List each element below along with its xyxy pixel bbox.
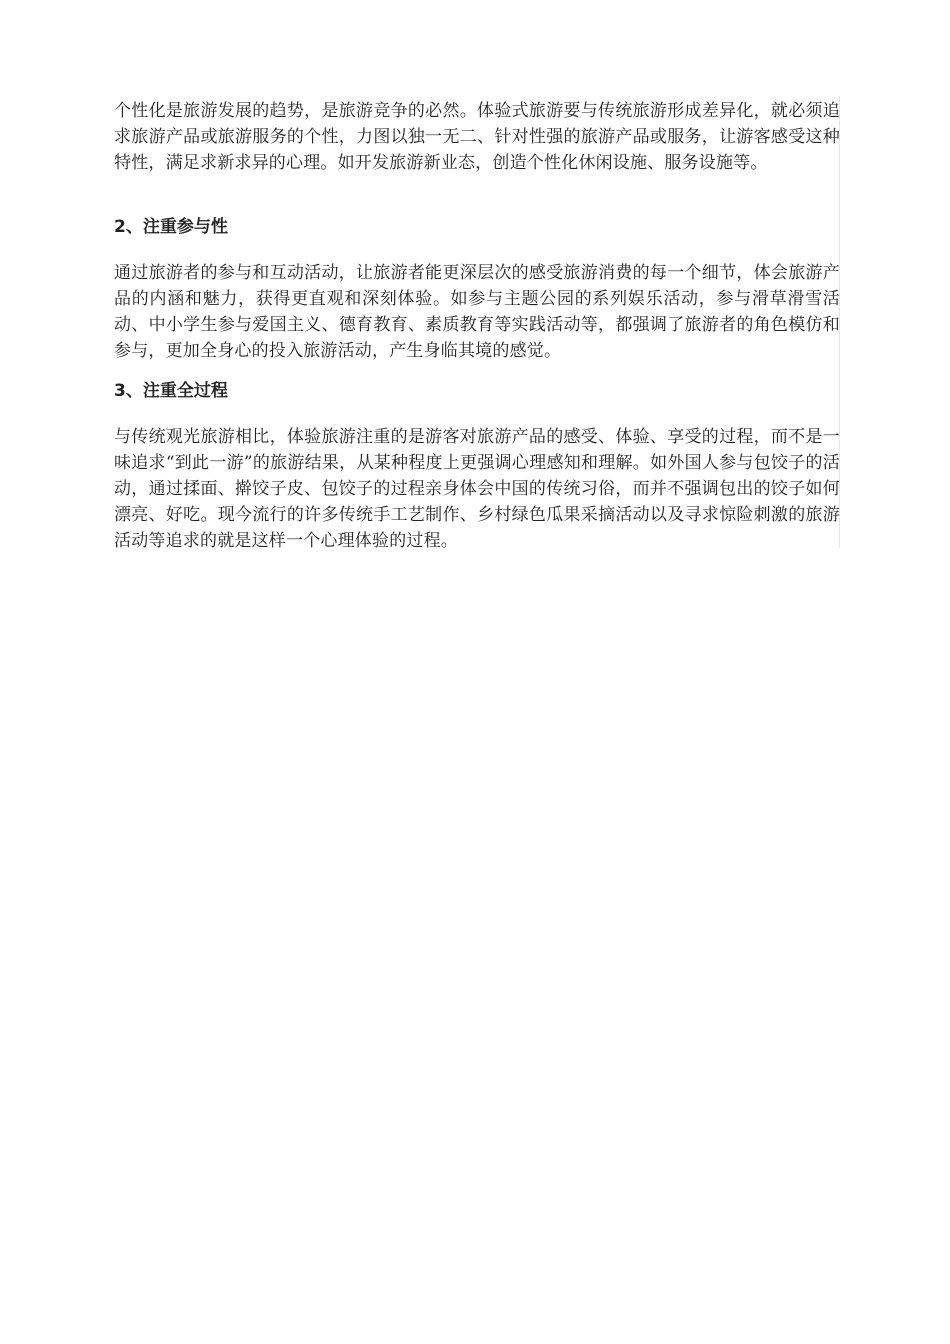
section-heading-whole-process: 3、注重全过程 <box>114 381 228 401</box>
paragraph-participation: 通过旅游者的参与和互动活动，让旅游者能更深层次的感受旅游消费的每一个细节，体会旅游产品的内涵和魅力，获得更直观和深刻体验。如参与主题公园的系列娱乐活动，参与滑草滑雪活动、中小学生参与爱国主义、德育教育、素质教育等实践活动等，都强调了旅游者的角色模仿和参与，更加全身心的投入旅游活动，产生身临其境的感觉。 <box>114 263 840 361</box>
document-content <box>114 96 840 551</box>
section-heading-participation: 2、注重参与性 <box>114 217 228 237</box>
paragraph-whole-process: 与传统观光旅游相比，体验旅游注重的是游客对旅游产品的感受、体验、享受的过程，而不是一味追求“到此一游”的旅游结果，从某种程度上更强调心理感知和理解。如外国人参与包饺子的活动，通过揉面、擀饺子皮、包饺子的过程亲身体会中国的传统习俗，而并不强调包出的饺子如何漂亮、好吃。现今流行的许多传统手工艺制作、乡村绿色瓜果采摘活动以及寻求惊险刺激的旅游活动等追求的就是这样一个心理体验的过程。 <box>114 427 840 551</box>
paragraph-personalization: 个性化是旅游发展的趋势，是旅游竞争的必然。体验式旅游要与传统旅游形成差异化，就必须追求旅游产品或旅游服务的个性，力图以独一无二、针对性强的旅游产品或服务，让游客感受这种特性，满足求新求异的心理。如开发旅游新业态，创造个性化休闲设施、服务设施等。 <box>114 101 840 173</box>
